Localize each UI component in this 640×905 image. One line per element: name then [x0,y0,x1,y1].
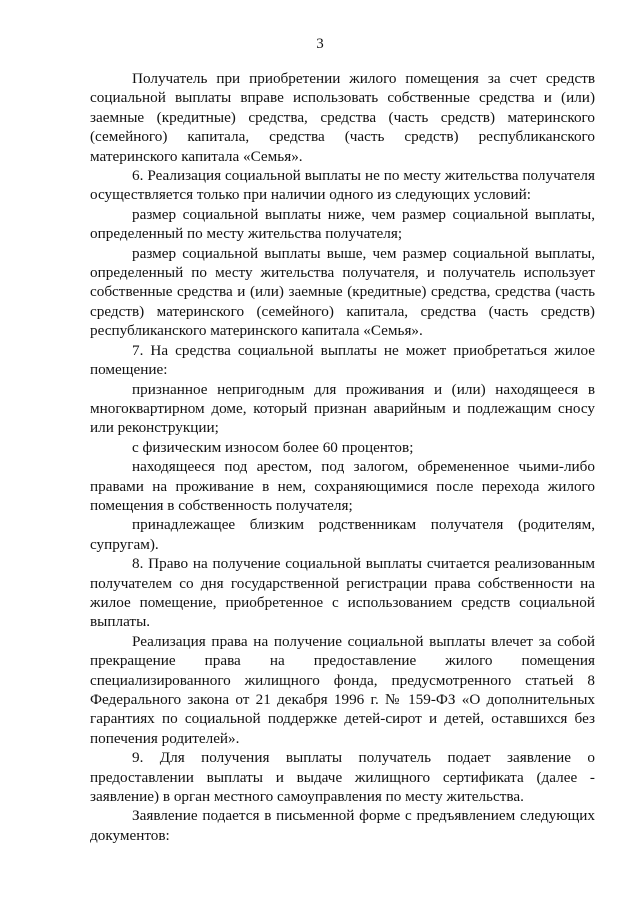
paragraph-section-9: 9. Для получения выплаты получатель подает заявление о предоставлении выплаты и выдаче жилищного сертификата (далее - заявление) в орган местного самоуправления по месту жительства. [90,749,595,806]
paragraph-condition-higher: размер социальной выплаты выше, чем размер социальной выплаты, определенный по месту жительства получателя, и получатель использует собственные средства и (или) заемные (кредитные) средства, средства (часть средств) материнского (семейного) капитала, средства (часть средств) республиканского материнского капитала «Семья». [90,244,595,340]
paragraph-unfit-housing: признанное непригодным для проживания и (или) находящееся в многоквартирном доме, который признан аварийным и подлежащим сносу или реконструкции; [90,380,595,437]
paragraph-application-documents: Заявление подается в письменной форме с предъявлением следующих документов: [90,807,595,844]
paragraph-section-8: 8. Право на получение социальной выплаты считается реализованным получателем со дня государственной регистрации права собственности на жилое помещение, приобретенное с использованием средств социальной выплаты. [90,555,595,631]
paragraph-buyer-funds: Получатель при приобретении жилого помещения за счет средств социальной выплаты вправе использовать собственные средства и (или) заемные (кредитные) средства, средства (часть средств) материнского (семейного) капитала, средства (часть средств) республиканского материнского капитала «Семья». [90,70,595,165]
paragraph-condition-lower: размер социальной выплаты ниже, чем размер социальной выплаты, определенный по месту жительства получателя; [90,205,595,243]
paragraph-section-6: 6. Реализация социальной выплаты не по месту жительства получателя осуществляется только при наличии одного из следующих условий: [90,167,595,204]
paragraph-section-7: 7. На средства социальной выплаты не может приобретаться жилое помещение: [90,341,595,379]
paragraph-relatives: принадлежащее близким родственникам получателя (родителям, супругам). [90,516,595,553]
page-number: 3 [316,36,324,52]
paragraph-arrest-pledge: находящееся под арестом, под залогом, обремененное чьими-либо правами на проживание в нем, сохраняющимися после перехода жилого помещения в собственность получателя; [90,458,595,514]
paragraph-right-termination: Реализация права на получение социальной выплаты влечет за собой прекращение права на предоставление жилого помещения специализированного жилищного фонда, предусмотренного статьей 8 Федерального закона от 21 декабря 1996 г. № 159-ФЗ «О дополнительных гарантиях по социальной поддержке детей-сирот и детей, оставшихся без попечения родителей». [90,632,595,747]
document-body [90,69,595,845]
paragraph-physical-wear: с физическим износом более 60 процентов; [132,438,414,456]
